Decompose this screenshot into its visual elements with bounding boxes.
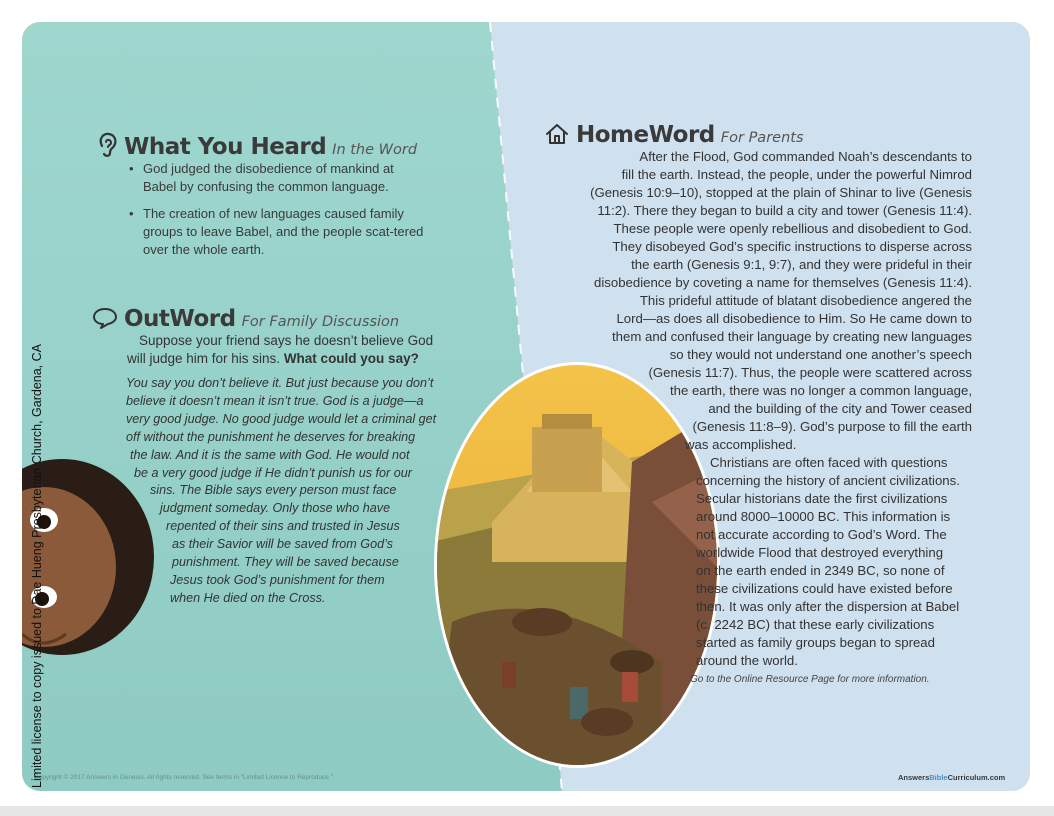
answer-line: believe it doesn’t mean it isn’t true. God is a judge—a	[126, 393, 424, 408]
homeword-line: 11:2). There they began to build a city and tower (Genesis 11:4).	[597, 203, 972, 218]
homeword-line: After the Flood, God commanded Noah’s descendants to	[639, 149, 972, 164]
homeword-line: They disobeyed God’s specific instructions to disperse across	[612, 239, 972, 254]
worksheet-page	[22, 22, 1030, 791]
homeword-line: around the world.	[696, 653, 798, 668]
homeword-paragraph-2	[696, 454, 972, 670]
homeword-line: concerning the history of ancient civilizations.	[696, 473, 960, 488]
homeword-line: Christians are often faced with questions	[710, 455, 948, 470]
homeword-line: on the earth ended in 2349 BC, so none of	[696, 563, 945, 578]
homeword-line: fill the earth. Instead, the people, under the powerful Nimrod	[621, 167, 972, 182]
brand-bible: Bible	[929, 773, 948, 782]
question-text: Suppose your friend says he doesn’t believe God will judge him for his sins.	[127, 333, 434, 366]
online-resource-note: Go to the Online Resource Page for more information.	[690, 674, 930, 685]
answer-line: repented of their sins and trusted in Jesus	[166, 519, 400, 534]
license-sidebar-text: Limited license to copy issued to Dae Hueng Presbyterian Church, Gardena, CA	[30, 344, 44, 788]
homeword-line: so they would not understand one another’s speech	[669, 347, 972, 362]
outword-title: OutWord	[124, 306, 236, 332]
answer-line: punishment. They will be saved because	[172, 555, 399, 570]
homeword-line: and the building of the city and Tower ceased	[708, 401, 972, 416]
house-icon	[544, 122, 570, 150]
homeword-line: these civilizations could have existed before	[696, 581, 953, 596]
homeword-line: around 8000–10000 BC. This information is	[696, 509, 951, 524]
homeword-line: then. It was only after the dispersion at Babel	[696, 599, 960, 614]
homeword-line: (Genesis 11:7). Thus, the people were scattered across	[648, 365, 972, 380]
answer-line: judgment someday. Only those who have	[160, 501, 391, 516]
outword-question	[127, 332, 437, 368]
what-you-heard-subtitle: In the Word	[332, 142, 418, 158]
homeword-line: disobedience by coveting a name for themselves (Genesis 11:4).	[594, 275, 972, 290]
homeword-line: Secular historians date the first civilizations	[696, 491, 948, 506]
list-item: • The creation of new languages caused family groups to leave Babel, and the people scat-tered over the whole earth.	[127, 205, 427, 259]
what-you-heard-list	[127, 160, 427, 268]
homeword-line: These people were openly rebellious and disobedient to God.	[613, 221, 972, 236]
answer-line: very good judge. No good judge would let a criminal get	[126, 411, 437, 426]
homeword-line: was accomplished.	[685, 437, 797, 452]
homeword-line: This prideful attitude of blatant disobedience angered the	[639, 293, 972, 308]
homeword-subtitle: For Parents	[720, 130, 804, 146]
homeword-line: the earth (Genesis 9:1, 9:7), and they were prideful in their	[631, 257, 972, 272]
list-item: • God judged the disobedience of mankind at Babel by confusing the common language.	[127, 160, 427, 196]
brand-answers: Answers	[898, 773, 930, 782]
homeword-line: the earth, there was no longer a common language,	[669, 383, 972, 398]
answer-line: sins. The Bible says every person must face	[150, 483, 397, 498]
outword-answer	[126, 375, 438, 608]
answer-line: be a very good judge if He didn’t punish us for our	[134, 465, 412, 480]
homeword-line: started as family groups began to spread	[696, 635, 935, 650]
speech-bubble-icon	[92, 306, 118, 334]
homeword-line: (Genesis 11:8–9). God’s purpose to fill the earth	[692, 419, 972, 434]
homeword-line: worldwide Flood that destroyed everything	[696, 545, 944, 560]
outword-heading	[92, 302, 399, 332]
homeword-line: them and confused their language by creating new languages	[612, 329, 972, 344]
homeword-heading	[544, 118, 804, 148]
homeword-title: HomeWord	[576, 122, 715, 148]
what-you-heard-title: What You Heard	[124, 134, 327, 160]
homeword-line: (Genesis 10:9–10), stopped at the plain of Shinar to live (Genesis	[590, 185, 972, 200]
homeword-line: not accurate according to God’s Word. The	[696, 527, 947, 542]
homeword-paragraph-1	[570, 148, 972, 454]
bottom-bar	[0, 806, 1054, 816]
ear-icon	[96, 132, 118, 162]
homeword-line: Lord—as does all disobedience to Him. So He came down to	[616, 311, 972, 326]
answer-line: off without the punishment he deserves for breaking	[126, 429, 416, 444]
answer-line: when He died on the Cross.	[170, 590, 326, 605]
copyright-text: Copyright © 2017 Answers in Genesis. All rights reserved. See terms in “Limited License to Reproduce.”	[34, 774, 333, 781]
question-bold: What could you say?	[283, 351, 419, 366]
answer-line: as their Savior will be saved from God’s	[172, 537, 393, 552]
what-you-heard-heading	[96, 128, 417, 160]
brand-rest: Curriculum.com	[947, 773, 1006, 782]
answer-line: the law. And it is the same with God. He would not	[130, 447, 410, 462]
answer-line: You say you don’t believe it. But just because you don’t	[126, 376, 434, 390]
outword-subtitle: For Family Discussion	[241, 314, 400, 330]
homeword-line: (c. 2242 BC) that these early civilizations	[696, 617, 935, 632]
answer-line: Jesus took God’s punishment for them	[170, 572, 385, 587]
brand-url	[898, 773, 1005, 782]
